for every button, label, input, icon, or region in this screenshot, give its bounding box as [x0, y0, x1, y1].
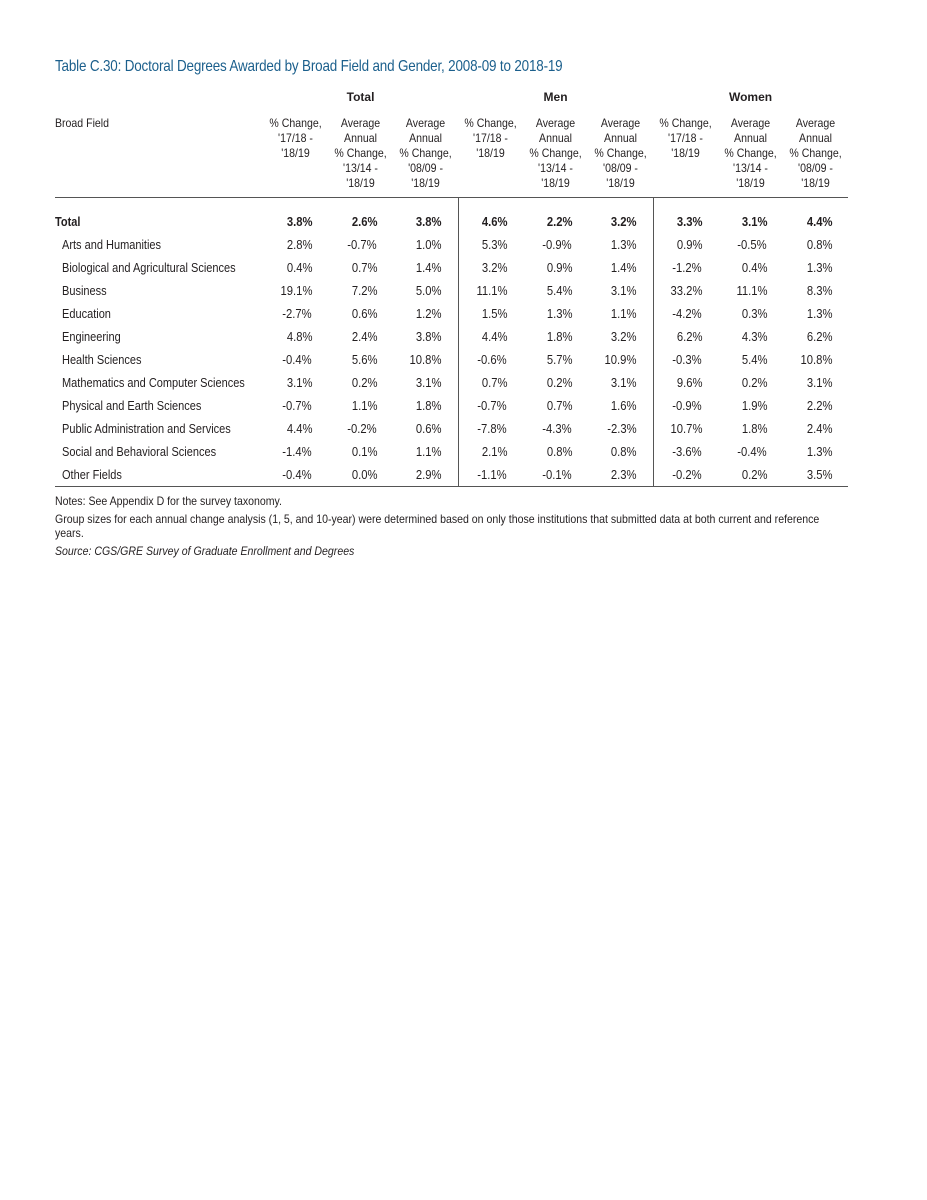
column-header: % Change, '17/18 - '18/19: [659, 116, 712, 160]
value-cell: 1.8%: [741, 421, 768, 436]
group-header-women: Women: [728, 90, 773, 104]
value-cell: 0.8%: [610, 444, 637, 459]
value-cell: 0.6%: [415, 421, 442, 436]
broad-field-cell: Other Fields: [55, 463, 263, 487]
value-cell: 11.1%: [735, 283, 768, 298]
value-cell: 0.7%: [458, 371, 523, 394]
value-cell: 1.5%: [458, 302, 523, 325]
value-cell: 3.2%: [458, 256, 523, 279]
value-cell: -3.6%: [653, 440, 718, 463]
broad-field-cell: Health Sciences: [62, 352, 142, 367]
value-cell: 0.6%: [351, 306, 377, 321]
value-cell: 2.6%: [351, 214, 377, 229]
value-cell: 0.8%: [546, 444, 573, 459]
value-cell: 0.8%: [806, 237, 833, 252]
table-row: [55, 325, 848, 348]
value-cell: 2.4%: [351, 329, 377, 344]
group-header-blank: [55, 90, 263, 110]
notes-block: [55, 494, 855, 561]
value-cell: -0.1%: [523, 463, 588, 487]
table-title: Table C.30: Doctoral Degrees Awarded by Broad Field and Gender, 2008-09 to 2018-19: [55, 58, 563, 75]
value-cell: 3.1%: [610, 283, 637, 298]
value-cell: 2.3%: [588, 463, 653, 487]
value-cell: 3.1%: [610, 375, 637, 390]
value-cell: 7.2%: [351, 283, 377, 298]
value-cell: 4.4%: [458, 325, 523, 348]
value-cell: -0.4%: [737, 444, 768, 459]
value-cell: 3.2%: [610, 214, 637, 229]
value-cell: 4.3%: [741, 329, 768, 344]
value-cell: 3.8%: [415, 214, 442, 229]
column-header: Average Annual % Change, '13/14 - '18/19: [334, 116, 387, 190]
value-cell: 4.4%: [806, 214, 833, 229]
column-header: Average Annual % Change, '13/14 - '18/19: [529, 116, 582, 190]
value-cell: 1.4%: [415, 260, 442, 275]
value-cell: 3.8%: [286, 214, 312, 229]
value-cell: 1.8%: [415, 398, 442, 413]
value-cell: -0.4%: [282, 352, 312, 367]
table-row: [55, 302, 848, 325]
value-cell: 8.3%: [806, 283, 833, 298]
value-cell: 10.9%: [604, 352, 637, 367]
value-cell: 0.4%: [286, 260, 312, 275]
value-cell: 1.1%: [351, 398, 377, 413]
value-cell: 33.2%: [653, 279, 718, 302]
value-cell: -4.3%: [542, 421, 573, 436]
value-cell: 1.3%: [806, 444, 833, 459]
value-cell: 5.0%: [415, 283, 442, 298]
broad-field-cell: Physical and Earth Sciences: [62, 398, 202, 413]
value-cell: 2.1%: [458, 440, 523, 463]
value-cell: 1.1%: [415, 444, 442, 459]
value-cell: 0.9%: [546, 260, 573, 275]
value-cell: 3.3%: [653, 210, 718, 233]
value-cell: -0.2%: [347, 421, 377, 436]
source-note: Source: CGS/GRE Survey of Graduate Enrollment and Degrees: [55, 543, 355, 558]
value-cell: 0.7%: [546, 398, 573, 413]
value-cell: 11.1%: [458, 279, 523, 302]
column-header: % Change, '17/18 - '18/19: [464, 116, 517, 160]
group-header-men: Men: [543, 90, 568, 104]
value-cell: 3.1%: [806, 375, 833, 390]
value-cell: -0.6%: [458, 348, 523, 371]
value-cell: 0.7%: [351, 260, 377, 275]
column-header: % Change, '17/18 - '18/19: [269, 116, 322, 160]
value-cell: 4.4%: [286, 421, 312, 436]
value-cell: -7.8%: [458, 417, 523, 440]
broad-field-cell: Mathematics and Computer Sciences: [62, 375, 245, 390]
value-cell: -2.7%: [282, 306, 312, 321]
value-cell: 5.7%: [546, 352, 573, 367]
value-cell: -0.4%: [263, 463, 328, 487]
column-header-row: [55, 110, 848, 198]
column-header: Average Annual % Change, '13/14 - '18/19: [724, 116, 777, 190]
value-cell: 3.1%: [415, 375, 442, 390]
value-cell: -0.2%: [653, 463, 718, 487]
value-cell: 3.1%: [286, 375, 312, 390]
value-cell: 0.9%: [653, 233, 718, 256]
value-cell: 0.2%: [741, 375, 768, 390]
value-cell: 1.9%: [741, 398, 768, 413]
value-cell: 3.1%: [741, 214, 768, 229]
value-cell: 5.4%: [741, 352, 768, 367]
table-row: [55, 371, 848, 394]
broad-field-cell: Public Administration and Services: [62, 421, 231, 436]
value-cell: 1.8%: [546, 329, 573, 344]
table-row: [55, 463, 848, 487]
value-cell: -4.2%: [653, 302, 718, 325]
note-group-sizes: Group sizes for each annual change analysis (1, 5, and 10-year) were determined based on only those institutions that submitted data at both current and reference years.: [55, 511, 820, 540]
value-cell: -0.3%: [653, 348, 718, 371]
value-cell: 1.1%: [610, 306, 637, 321]
value-cell: 10.8%: [800, 352, 833, 367]
value-cell: 0.3%: [741, 306, 768, 321]
broad-field-cell: Total: [55, 214, 81, 229]
value-cell: -2.3%: [607, 421, 637, 436]
table-row-total: [55, 210, 848, 233]
table-row: [55, 394, 848, 417]
value-cell: 2.8%: [286, 237, 312, 252]
value-cell: -0.7%: [458, 394, 523, 417]
value-cell: 0.2%: [718, 463, 783, 487]
broad-field-header: Broad Field: [55, 116, 110, 130]
table-row: [55, 417, 848, 440]
value-cell: 19.1%: [280, 283, 312, 298]
value-cell: 1.3%: [610, 237, 637, 252]
group-header-total: Total: [346, 90, 375, 104]
value-cell: 4.8%: [286, 329, 312, 344]
value-cell: 0.1%: [351, 444, 377, 459]
value-cell: 1.2%: [415, 306, 442, 321]
value-cell: 0.2%: [546, 375, 573, 390]
value-cell: -0.9%: [542, 237, 573, 252]
value-cell: 2.2%: [806, 398, 833, 413]
broad-field-cell: Arts and Humanities: [62, 237, 162, 252]
value-cell: 5.6%: [351, 352, 377, 367]
broad-field-cell: Social and Behavioral Sciences: [62, 444, 217, 459]
value-cell: 1.6%: [610, 398, 637, 413]
degrees-table: [55, 90, 848, 487]
value-cell: 5.4%: [546, 283, 573, 298]
value-cell: 0.4%: [741, 260, 768, 275]
value-cell: -0.9%: [653, 394, 718, 417]
value-cell: 4.6%: [458, 210, 523, 233]
value-cell: -0.5%: [737, 237, 768, 252]
value-cell: 2.9%: [393, 463, 458, 487]
value-cell: 6.2%: [653, 325, 718, 348]
group-header-row: [55, 90, 848, 110]
value-cell: 0.2%: [351, 375, 377, 390]
value-cell: -1.1%: [458, 463, 523, 487]
note-taxonomy: Notes: See Appendix D for the survey taxonomy.: [55, 494, 282, 508]
column-header: Average Annual % Change, '08/09 - '18/19: [399, 116, 452, 190]
value-cell: -0.7%: [347, 237, 377, 252]
value-cell: 10.7%: [653, 417, 718, 440]
broad-field-cell: Business: [62, 283, 107, 298]
broad-field-cell: Education: [62, 306, 111, 321]
table-row: [55, 279, 848, 302]
value-cell: 1.3%: [806, 306, 833, 321]
value-cell: 5.3%: [458, 233, 523, 256]
value-cell: 0.0%: [328, 463, 393, 487]
value-cell: 1.3%: [546, 306, 573, 321]
column-header: Average Annual % Change, '08/09 - '18/19: [789, 116, 842, 190]
table-row: [55, 256, 848, 279]
column-header: Average Annual % Change, '08/09 - '18/19: [594, 116, 647, 190]
table-row: [55, 233, 848, 256]
value-cell: 3.2%: [610, 329, 637, 344]
value-cell: 9.6%: [653, 371, 718, 394]
value-cell: -0.7%: [282, 398, 312, 413]
value-cell: 3.5%: [783, 463, 848, 487]
value-cell: 6.2%: [806, 329, 833, 344]
value-cell: 3.8%: [415, 329, 442, 344]
broad-field-cell: Engineering: [62, 329, 121, 344]
value-cell: 1.4%: [610, 260, 637, 275]
table-row: [55, 348, 848, 371]
value-cell: 10.8%: [409, 352, 442, 367]
table-row: [55, 440, 848, 463]
value-cell: -1.4%: [282, 444, 312, 459]
table-body: [55, 198, 848, 487]
value-cell: -1.2%: [653, 256, 718, 279]
value-cell: 1.3%: [806, 260, 833, 275]
value-cell: 2.2%: [546, 214, 573, 229]
value-cell: 2.4%: [806, 421, 833, 436]
broad-field-cell: Biological and Agricultural Sciences: [62, 260, 236, 275]
value-cell: 1.0%: [415, 237, 442, 252]
